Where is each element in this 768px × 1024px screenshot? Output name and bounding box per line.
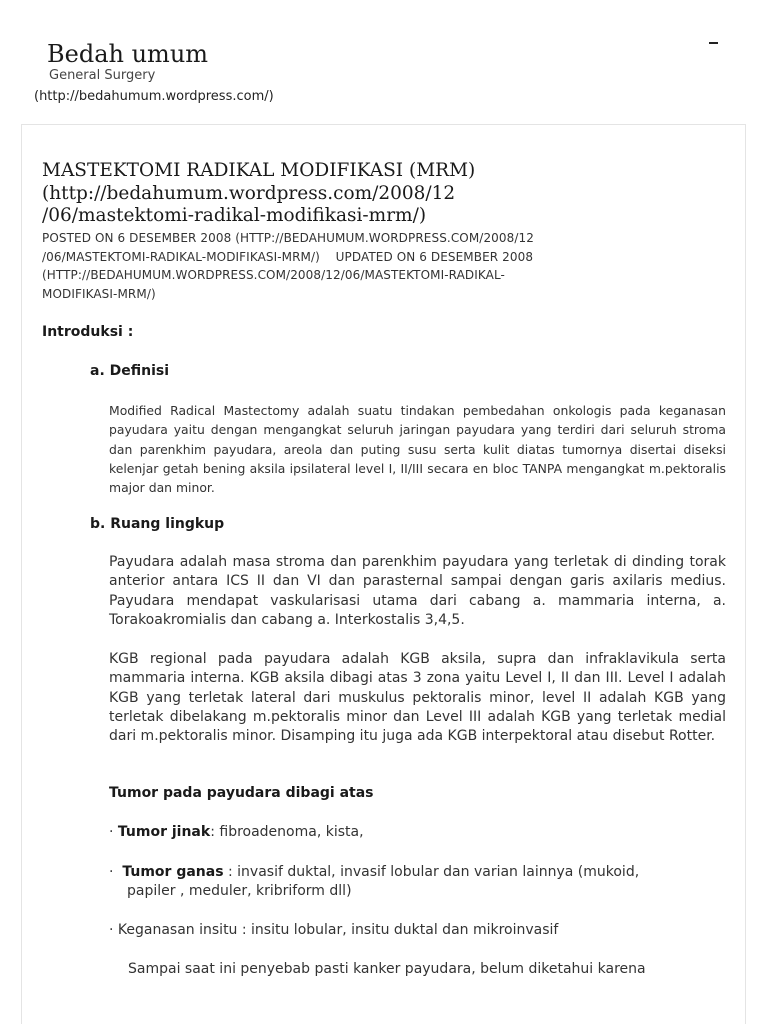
meta-posted[interactable]: POSTED ON 6 DESEMBER 2008 (HTTP://BEDAHUMUM.WORDPRESS.COM/2008/12 <box>42 231 534 245</box>
intro-heading: Introduksi : <box>42 324 134 340</box>
card-border-left <box>21 124 22 1024</box>
list-item <box>109 824 364 840</box>
card-border-top <box>21 124 746 125</box>
bullet-text: Keganasan insitu : insitu lobular, insitu duktal dan mikroinvasif <box>117 922 559 938</box>
bullet-label: Tumor jinak <box>117 824 211 840</box>
post-title-link-line2[interactable]: /06/mastektomi-radikal-modifikasi-mrm/) <box>42 205 427 226</box>
site-title[interactable]: Bedah umum <box>47 40 209 68</box>
meta-posted-cont[interactable]: /06/MASTEKTOMI-RADIKAL-MODIFIKASI-MRM/) <box>42 249 320 264</box>
list-item <box>109 922 558 938</box>
menu-toggle-icon[interactable] <box>709 42 718 44</box>
bullet-label: Tumor ganas <box>122 864 224 880</box>
bullet-mark: · <box>109 922 114 938</box>
meta-updated-link2[interactable]: MODIFIKASI-MRM/) <box>42 286 156 301</box>
definisi-paragraph: Modified Radical Mastectomy adalah suatu tindakan pembedahan onkologis pada keganasan payudara yaitu dengan mengangkat seluruh jaringan payudara yang terdiri dari seluruh stroma dan parenkhim payudara, areola dan puting susu serta kulit diatas tumornya disertai diseksi kelenjar getah bening aksila ipsilateral level I, II/III secara en bloc TANPA mengangkat m.pektoralis major dan minor. <box>109 403 726 496</box>
bullet-text-cont: papiler , meduler, kribriform dll) <box>127 883 352 900</box>
site-url-link[interactable]: (http://bedahumum.wordpress.com/) <box>34 89 274 104</box>
bullet-text: : fibroadenoma, kista, <box>210 824 364 840</box>
site-description: General Surgery <box>49 68 156 83</box>
bullet-mark: · <box>109 864 114 880</box>
bullet-text: : invasif duktal, invasif lobular dan varian lainnya (mukoid, <box>228 864 640 880</box>
ruang-lingkup-paragraph-2: KGB regional pada payudara adalah KGB aksila, supra dan infraklavikula serta mammaria interna. KGB aksila dibagi atas 3 zona yaitu Level I, II dan III. Level I adalah KGB yang terletak lateral dari muskulus pektoralis minor, level II adalah KGB yang terletak dibelakang m.pektoralis minor dan Level III adalah KGB yang terletak medial dari m.pektoralis minor. Disamping itu juga ada KGB interpektoral atau disebut Rotter. <box>109 651 726 745</box>
meta-updated-link1[interactable]: (HTTP://BEDAHUMUM.WORDPRESS.COM/2008/12/06/MASTEKTOMI-RADIKAL- <box>42 268 505 283</box>
tumor-heading: Tumor pada payudara dibagi atas <box>109 785 374 801</box>
closing-paragraph: Sampai saat ini penyebab pasti kanker payudara, belum diketahui karena <box>128 961 646 977</box>
post-meta <box>42 229 702 303</box>
ruang-lingkup-paragraph-1: Payudara adalah masa stroma dan parenkhim payudara yang terletak di dinding torak anterior antara ICS II dan VI dan parasternal sampai dengan garis axilaris medius. Payudara mendapat vaskularisasi utama dari cabang a. mammaria interna, a. Torakoakromialis dan cabang a. Interkostalis 3,4,5. <box>109 554 726 628</box>
post-title-link-line1[interactable]: (http://bedahumum.wordpress.com/2008/12 <box>42 182 456 204</box>
definisi-heading: a. Definisi <box>90 363 170 379</box>
list-item <box>109 863 726 902</box>
meta-updated: UPDATED ON 6 DESEMBER 2008 <box>335 249 534 264</box>
post-title[interactable] <box>42 160 692 228</box>
ruang-lingkup-heading: b. Ruang lingkup <box>90 516 225 532</box>
post-title-text[interactable]: MASTEKTOMI RADIKAL MODIFIKASI (MRM) <box>42 160 476 181</box>
bullet-mark: · <box>109 824 114 840</box>
card-border-right <box>745 124 746 1024</box>
